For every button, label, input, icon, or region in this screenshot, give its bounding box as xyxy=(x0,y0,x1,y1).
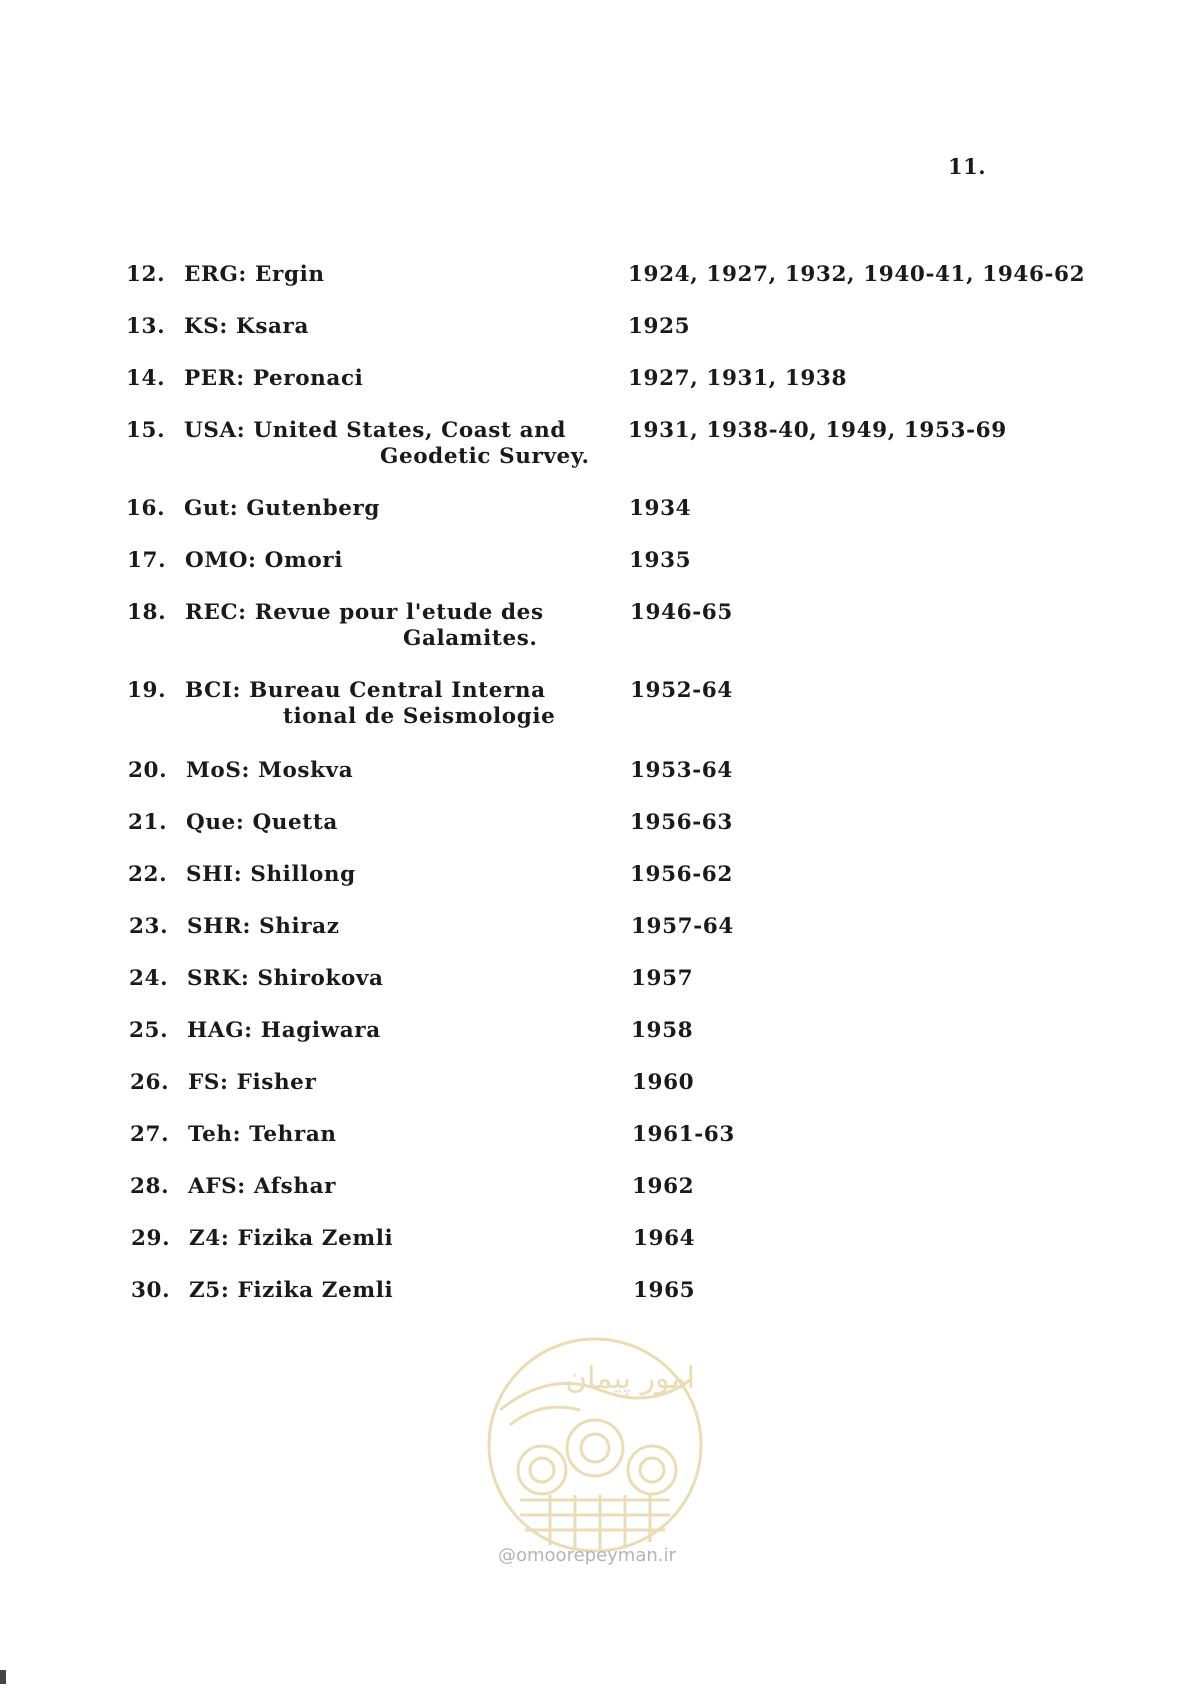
entry-name: FS: Fisher xyxy=(188,1070,317,1095)
entry-years: 1927, 1931, 1938 xyxy=(628,366,848,391)
entry-number: 27. xyxy=(130,1122,170,1147)
entry-name: REC: Revue pour l'etude des xyxy=(185,600,544,625)
entry-years: 1964 xyxy=(633,1226,696,1251)
entry-years: 1957 xyxy=(631,966,694,991)
entry-number: 26. xyxy=(130,1070,170,1095)
entry-years: 1957-64 xyxy=(631,914,734,939)
entry-number: 29. xyxy=(131,1226,171,1251)
entry-name: OMO: Omori xyxy=(185,548,343,573)
entry-number: 16. xyxy=(126,496,166,521)
entry-years: 1925 xyxy=(628,314,691,339)
entry-years: 1952-64 xyxy=(630,678,733,703)
entry-years: 1960 xyxy=(632,1070,695,1095)
watermark-logo-icon xyxy=(480,1330,710,1560)
entry-years: 1946-65 xyxy=(630,600,733,625)
entry-number: 13. xyxy=(126,314,166,339)
watermark-site-text: @omoorepeyman.ir xyxy=(498,1545,676,1566)
entry-name: SRK: Shirokova xyxy=(187,966,384,991)
entry-number: 19. xyxy=(127,678,167,703)
entry-name-continued: Geodetic Survey. xyxy=(380,444,590,469)
entry-name: AFS: Afshar xyxy=(188,1174,337,1199)
entry-name: Z4: Fizika Zemli xyxy=(189,1226,394,1251)
entry-number: 28. xyxy=(130,1174,170,1199)
entry-name: Gut: Gutenberg xyxy=(184,496,381,521)
entry-number: 20. xyxy=(128,758,168,783)
entry-number: 17. xyxy=(127,548,167,573)
entry-name: HAG: Hagiwara xyxy=(187,1018,381,1043)
entry-years: 1956-62 xyxy=(630,862,733,887)
entry-name: KS: Ksara xyxy=(184,314,310,339)
entry-name: Que: Quetta xyxy=(186,810,338,835)
entry-name: PER: Peronaci xyxy=(184,366,364,391)
scan-edge-mark xyxy=(0,1670,6,1684)
entry-years: 1961-63 xyxy=(632,1122,735,1147)
entry-years: 1962 xyxy=(632,1174,695,1199)
entry-years: 1935 xyxy=(629,548,692,573)
page-number: 11. xyxy=(948,154,987,179)
entry-name: USA: United States, Coast and xyxy=(184,418,567,443)
entry-years: 1958 xyxy=(631,1018,694,1043)
entry-years: 1953-64 xyxy=(630,758,733,783)
entry-number: 25. xyxy=(129,1018,169,1043)
entry-name-continued: tional de Seismologie xyxy=(283,704,556,729)
entry-name: SHI: Shillong xyxy=(186,862,356,887)
entry-number: 15. xyxy=(126,418,166,443)
entry-name: BCI: Bureau Central Interna xyxy=(185,678,546,703)
entry-number: 23. xyxy=(129,914,169,939)
entry-name-continued: Galamites. xyxy=(403,626,538,651)
watermark-logo-lettering: امور پیمان xyxy=(565,1361,695,1396)
entry-name: Z5: Fizika Zemli xyxy=(189,1278,394,1303)
entry-years: 1924, 1927, 1932, 1940-41, 1946-62 xyxy=(628,262,1086,287)
entry-name: ERG: Ergin xyxy=(184,262,325,287)
entry-years: 1931, 1938-40, 1949, 1953-69 xyxy=(628,418,1007,443)
entry-years: 1965 xyxy=(633,1278,696,1303)
entry-number: 30. xyxy=(131,1278,171,1303)
entry-number: 14. xyxy=(126,366,166,391)
entry-name: SHR: Shiraz xyxy=(187,914,340,939)
entry-number: 18. xyxy=(127,600,167,625)
entry-number: 24. xyxy=(129,966,169,991)
entry-number: 22. xyxy=(128,862,168,887)
entry-number: 12. xyxy=(126,262,166,287)
entry-years: 1934 xyxy=(629,496,692,521)
entry-number: 21. xyxy=(128,810,168,835)
entry-name: MoS: Moskva xyxy=(186,758,354,783)
entry-years: 1956-63 xyxy=(630,810,733,835)
entry-name: Teh: Tehran xyxy=(188,1122,337,1147)
